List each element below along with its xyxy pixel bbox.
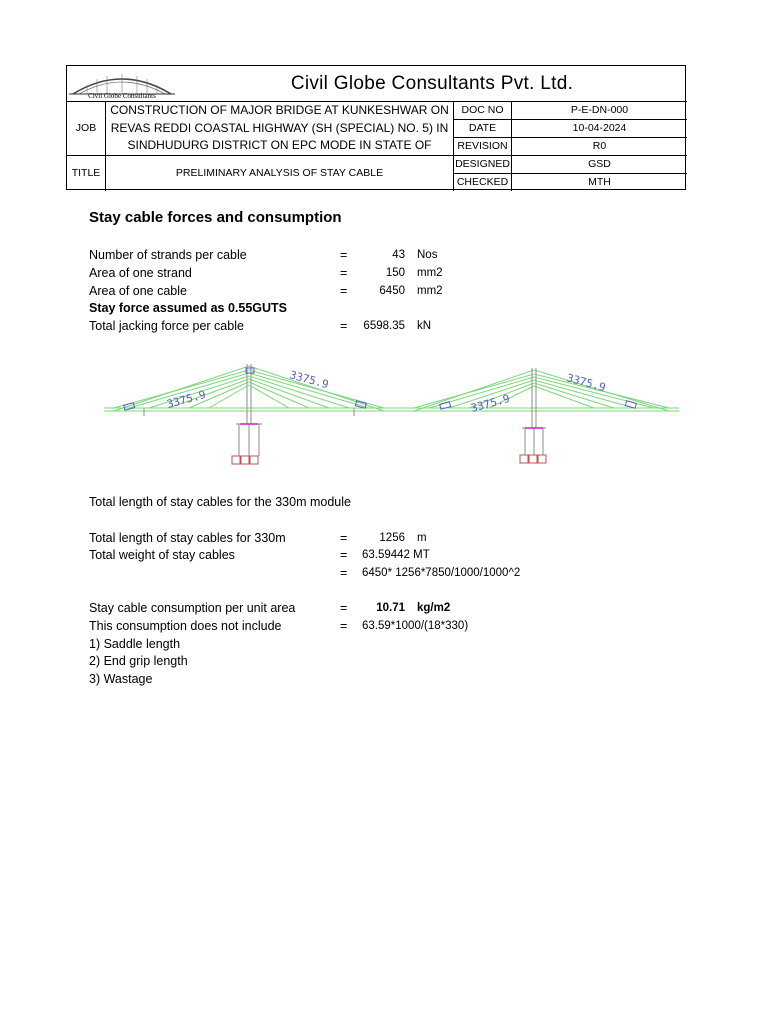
cable-area-value: 6450 xyxy=(379,285,405,297)
cable-area-unit: mm2 xyxy=(417,285,443,297)
strand-area-row xyxy=(89,264,689,282)
strands-row xyxy=(89,246,689,264)
consumption-note-row xyxy=(89,617,689,635)
exclusion-item xyxy=(89,652,689,670)
equals-sign: = xyxy=(340,548,348,562)
consumption-formula: 63.59*1000/(18*330) xyxy=(362,620,469,632)
stay-force-note: Stay force assumed as 0.55GUTS xyxy=(89,301,288,315)
equals-sign: = xyxy=(340,319,348,333)
strand-area-unit: mm2 xyxy=(417,267,443,279)
equals-sign: = xyxy=(340,248,348,262)
jacking-force-label: Total jacking force per cable xyxy=(89,319,244,333)
module-title: Total length of stay cables for the 330m module xyxy=(89,495,351,509)
cable-area-row xyxy=(89,282,689,300)
equals-sign: = xyxy=(340,619,348,633)
bridge-elevation-drawing xyxy=(104,352,684,472)
title-block xyxy=(66,65,686,190)
cable-area-label: Area of one cable xyxy=(89,284,187,298)
doc-no-label: DOC NO xyxy=(461,103,504,116)
strand-area-value: 150 xyxy=(385,267,405,279)
left-pile-cap xyxy=(232,456,258,464)
doc-no-value: P-E-DN-000 xyxy=(570,103,629,116)
consumption-row xyxy=(89,599,689,617)
jacking-force-unit: kN xyxy=(417,320,432,332)
equals-sign: = xyxy=(340,266,348,280)
strands-value: 43 xyxy=(392,249,405,261)
total-length-row xyxy=(89,529,689,547)
exclusion-saddle-length: 1) Saddle length xyxy=(89,637,181,651)
right-cable-label-top: 3375.9 xyxy=(565,371,607,395)
jacking-force-row xyxy=(89,317,689,335)
total-weight-label: Total weight of stay cables xyxy=(89,548,235,562)
revision-label: REVISION xyxy=(457,139,508,152)
job-line-2: REVAS REDDI COASTAL HIGHWAY (SH (SPECIAL) NO. 5) IN xyxy=(110,120,449,135)
total-length-label: Total length of stay cables for 330m xyxy=(89,531,286,545)
company-logo xyxy=(67,66,177,101)
job-description xyxy=(106,102,453,155)
job-line-3: SINDHUDURG DISTRICT ON EPC MODE IN STATE OF xyxy=(127,138,432,153)
total-length-unit: m xyxy=(417,532,427,544)
exclusion-item xyxy=(89,670,689,688)
total-weight-row xyxy=(89,546,689,564)
date-label: DATE xyxy=(468,121,497,134)
revision-value: R0 xyxy=(592,139,607,152)
consumption-label: Stay cable consumption per unit area xyxy=(89,601,296,615)
logo-text: Civil Globe Consultants xyxy=(88,92,156,100)
module-title-row xyxy=(89,493,689,511)
strands-unit: Nos xyxy=(417,249,438,261)
left-cable-label-top: 3375.9 xyxy=(288,368,330,392)
consumption-note-label: This consumption does not include xyxy=(89,619,282,633)
stay-force-row xyxy=(89,299,689,317)
strands-label: Number of strands per cable xyxy=(89,248,247,262)
total-weight-value: 63.59442 MT xyxy=(362,549,430,561)
jacking-force-value: 6598.35 xyxy=(363,320,405,332)
exclusion-wastage: 3) Wastage xyxy=(89,672,153,686)
checked-label: CHECKED xyxy=(456,175,509,188)
checked-value: MTH xyxy=(588,175,611,188)
total-length-value: 1256 xyxy=(379,532,405,544)
right-pile-cap xyxy=(520,455,546,463)
equals-sign: = xyxy=(340,284,348,298)
consumption-unit: kg/m2 xyxy=(417,602,451,614)
weight-formula-row xyxy=(89,564,689,582)
date-value: 10-04-2024 xyxy=(572,121,627,134)
exclusion-item xyxy=(89,635,689,653)
exclusion-end-grip-length: 2) End grip length xyxy=(89,654,188,668)
job-label: JOB xyxy=(75,121,97,134)
strand-area-label: Area of one strand xyxy=(89,266,192,280)
stay-cable-diagram xyxy=(104,352,684,477)
right-pylon-cables xyxy=(404,370,679,411)
company-name: Civil Globe Consultants Pvt. Ltd. xyxy=(290,72,574,94)
weight-formula: 6450* 1256*7850/1000/1000^2 xyxy=(362,567,521,579)
equals-sign: = xyxy=(340,601,348,615)
equals-sign: = xyxy=(340,566,348,580)
job-line-1: CONSTRUCTION OF MAJOR BRIDGE AT KUNKESHWAR ON xyxy=(110,103,449,118)
title-value: PRELIMINARY ANALYSIS OF STAY CABLE xyxy=(175,166,384,179)
designed-label: DESIGNED xyxy=(455,157,510,170)
designed-value: GSD xyxy=(588,157,611,170)
right-cable-label-bottom: 3375.9 xyxy=(469,392,512,415)
section-title: Stay cable forces and consumption xyxy=(89,209,342,226)
equals-sign: = xyxy=(340,531,348,545)
consumption-value: 10.71 xyxy=(376,602,405,614)
title-label: TITLE xyxy=(71,166,101,179)
left-cable-label-bottom: 3375.9 xyxy=(165,388,208,411)
